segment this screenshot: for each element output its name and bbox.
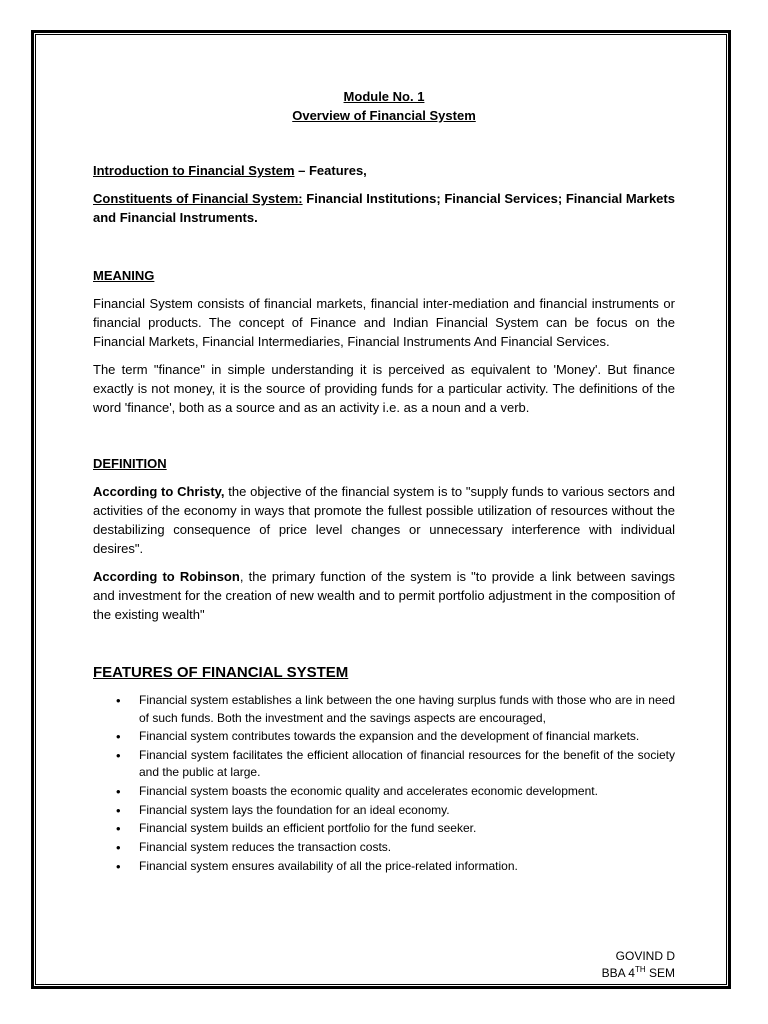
course-line <box>602 965 675 982</box>
definition-heading: DEFINITION <box>93 456 167 471</box>
meaning-paragraph-2: The term "finance" in simple understanding it is perceived as equivalent to 'Money'. But finance exactly is not money, it is the source of providing funds for a particular activity. The definitions of the word 'finance', both as a source and as an activity i.e. as a noun and a verb. <box>93 362 675 415</box>
footer <box>602 948 675 982</box>
features-list <box>93 692 675 875</box>
robinson-label: According to Robinson <box>93 569 240 584</box>
intro-topic: Introduction to Financial System <box>93 163 295 178</box>
course-suffix: SEM <box>645 966 675 980</box>
intro-line <box>93 161 675 180</box>
document-body <box>93 87 675 877</box>
list-item: • Financial system boasts the economic quality and accelerates economic development. <box>139 783 675 801</box>
meaning-heading: MEANING <box>93 268 155 283</box>
features-heading: FEATURES OF FINANCIAL SYSTEM <box>93 664 349 681</box>
course-prefix: BBA 4 <box>601 966 635 980</box>
module-number: Module No. 1 <box>343 89 425 104</box>
constituents-label: Constituents of Financial System: <box>93 191 303 206</box>
list-item: • Financial system builds an efficient portfolio for the fund seeker. <box>139 820 675 838</box>
constituents-rest: Financial Institutions; Financial Services; Financial Markets and Financial Instruments. <box>93 191 675 225</box>
christy-label: According to Christy, <box>93 484 225 499</box>
constituents-line <box>93 189 675 227</box>
author-name: GOVIND D <box>615 949 675 963</box>
list-item: • Financial system contributes towards the expansion and the development of financial markets. <box>139 728 675 746</box>
course-superscript: TH <box>634 965 646 974</box>
list-item: • Financial system lays the foundation for an ideal economy. <box>139 802 675 820</box>
robinson-text: , the primary function of the system is "to provide a link between savings and investment for the creation of new wealth and to permit portfolio adjustment in the composition of the existing wealth" <box>93 569 675 622</box>
intro-rest: – Features, <box>294 163 367 178</box>
list-item: • Financial system ensures availability of all the price-related information. <box>139 858 675 876</box>
list-item: • Financial system reduces the transaction costs. <box>139 839 675 857</box>
list-item: • Financial system establishes a link between the one having surplus funds with those who are in need of such funds. Both the investment and the savings aspects are encouraged, <box>139 692 675 727</box>
christy-text: the objective of the financial system is to "supply funds to various sectors and activities of the economy in ways that promote the fullest possible utilization of resources without the destabilizing consequence of price level changes or unnecessary interference with individual desires". <box>93 484 675 556</box>
definition-robinson <box>93 567 675 624</box>
meaning-paragraph-1: Financial System consists of financial markets, financial inter-mediation and financial instruments or financial products. The concept of Finance and Indian Financial System can be focus on the Financial Markets, Financial Intermediaries, Financial Instruments And Financial Services. <box>93 296 675 349</box>
definition-christy <box>93 482 675 558</box>
module-title: Overview of Financial System <box>292 108 476 123</box>
list-item: • Financial system facilitates the efficient allocation of financial resources for the benefit of the society and the public at large. <box>139 747 675 782</box>
